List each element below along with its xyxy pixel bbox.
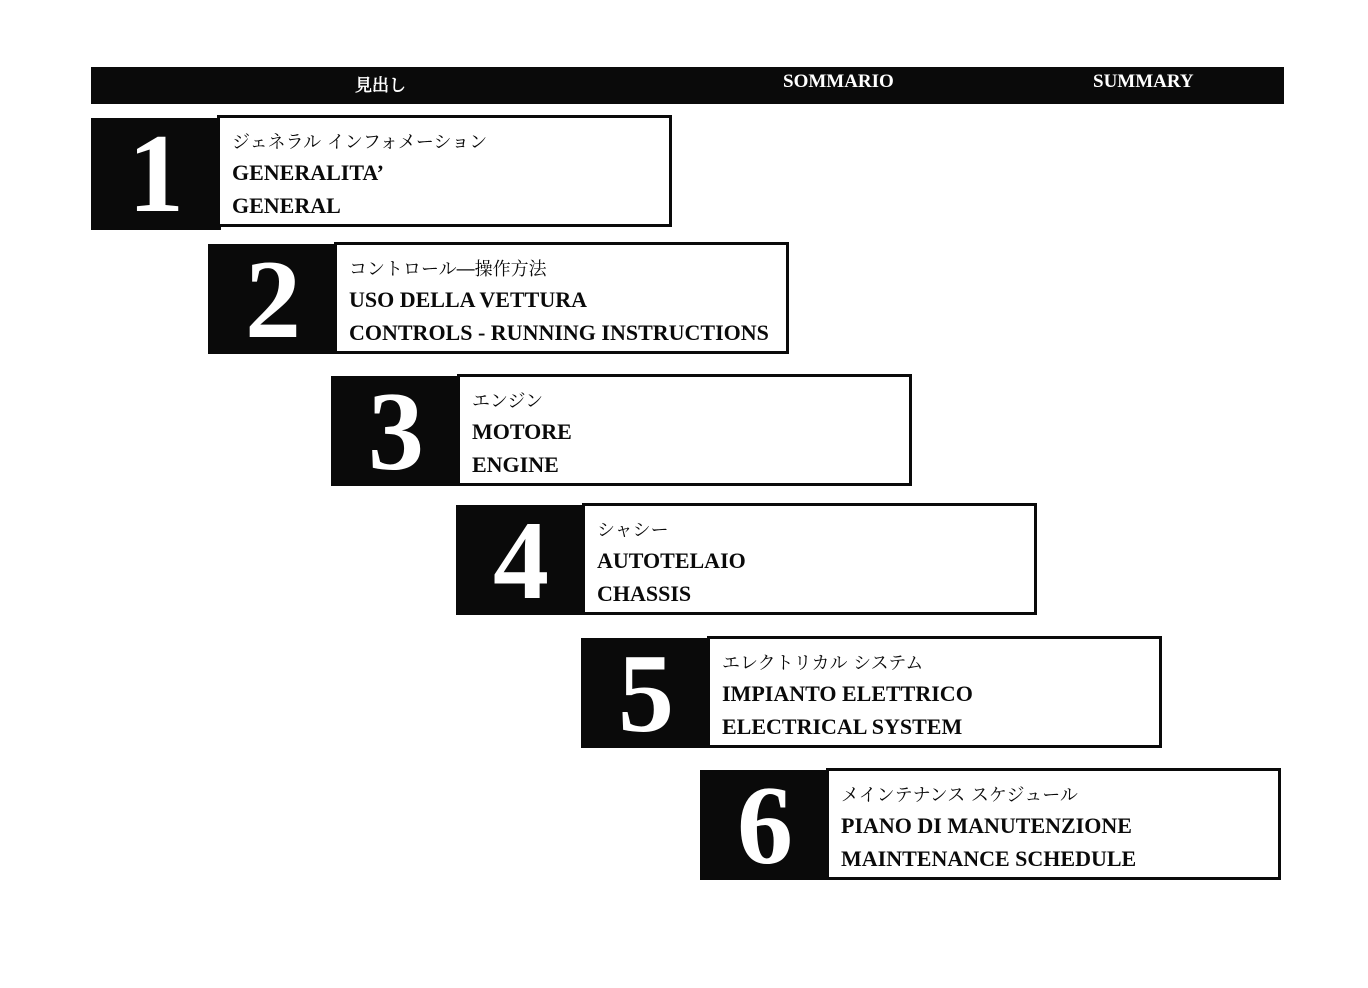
section-number: 3 [368,370,424,494]
section-1-entry[interactable] [91,112,670,236]
section-title-italian: USO DELLA VETTURA [349,287,587,312]
section-title-italian: AUTOTELAIO [597,548,746,573]
section-title-japanese: シャシー [597,520,669,541]
section-title-english: MAINTENANCE SCHEDULE [841,846,1137,871]
section-number-badge [700,764,830,888]
section-number-badge [456,499,586,623]
section-number-badge [331,370,461,494]
section-title-box [582,503,1037,615]
section-number-badge [581,632,711,756]
section-title-japanese: コントロール―操作方法 [349,259,547,280]
section-number: 6 [737,764,793,888]
section-title-japanese: エンジン [472,391,544,412]
section-title-box [457,374,912,486]
summary-header-bar [91,67,1284,104]
section-title-english: CONTROLS - RUNNING INSTRUCTIONS [349,320,769,345]
header-english-title: SUMMARY [1093,71,1194,92]
section-5-entry[interactable] [581,632,1161,756]
header-japanese-title: 見出し [355,76,406,96]
section-title-box [707,636,1162,748]
section-title-box [217,115,672,227]
section-title-english: ELECTRICAL SYSTEM [722,714,963,739]
section-title-english: ENGINE [472,452,559,477]
section-title-english: CHASSIS [597,581,692,606]
section-title-italian: PIANO DI MANUTENZIONE [841,813,1132,838]
section-title-box [826,768,1281,880]
section-4-entry[interactable] [456,499,1036,623]
section-title-italian: GENERALITA’ [232,160,384,185]
section-number: 5 [618,632,674,756]
section-title-english: GENERAL [232,193,341,218]
section-number: 1 [128,112,184,236]
section-number: 2 [245,238,301,362]
section-number-badge [91,112,221,236]
section-2-entry[interactable] [208,238,788,362]
header-italian-title: SOMMARIO [783,71,894,92]
section-6-entry[interactable] [700,764,1280,888]
section-title-japanese: エレクトリカル システム [722,653,924,674]
section-title-box [334,242,789,354]
section-number: 4 [493,499,549,623]
section-title-japanese: メインテナンス スケジュール [841,785,1078,806]
section-number-badge [208,238,338,362]
section-title-japanese: ジェネラル インフォメーション [232,132,488,153]
section-title-italian: MOTORE [472,419,572,444]
section-title-italian: IMPIANTO ELETTRICO [722,681,973,706]
section-3-entry[interactable] [331,370,911,494]
